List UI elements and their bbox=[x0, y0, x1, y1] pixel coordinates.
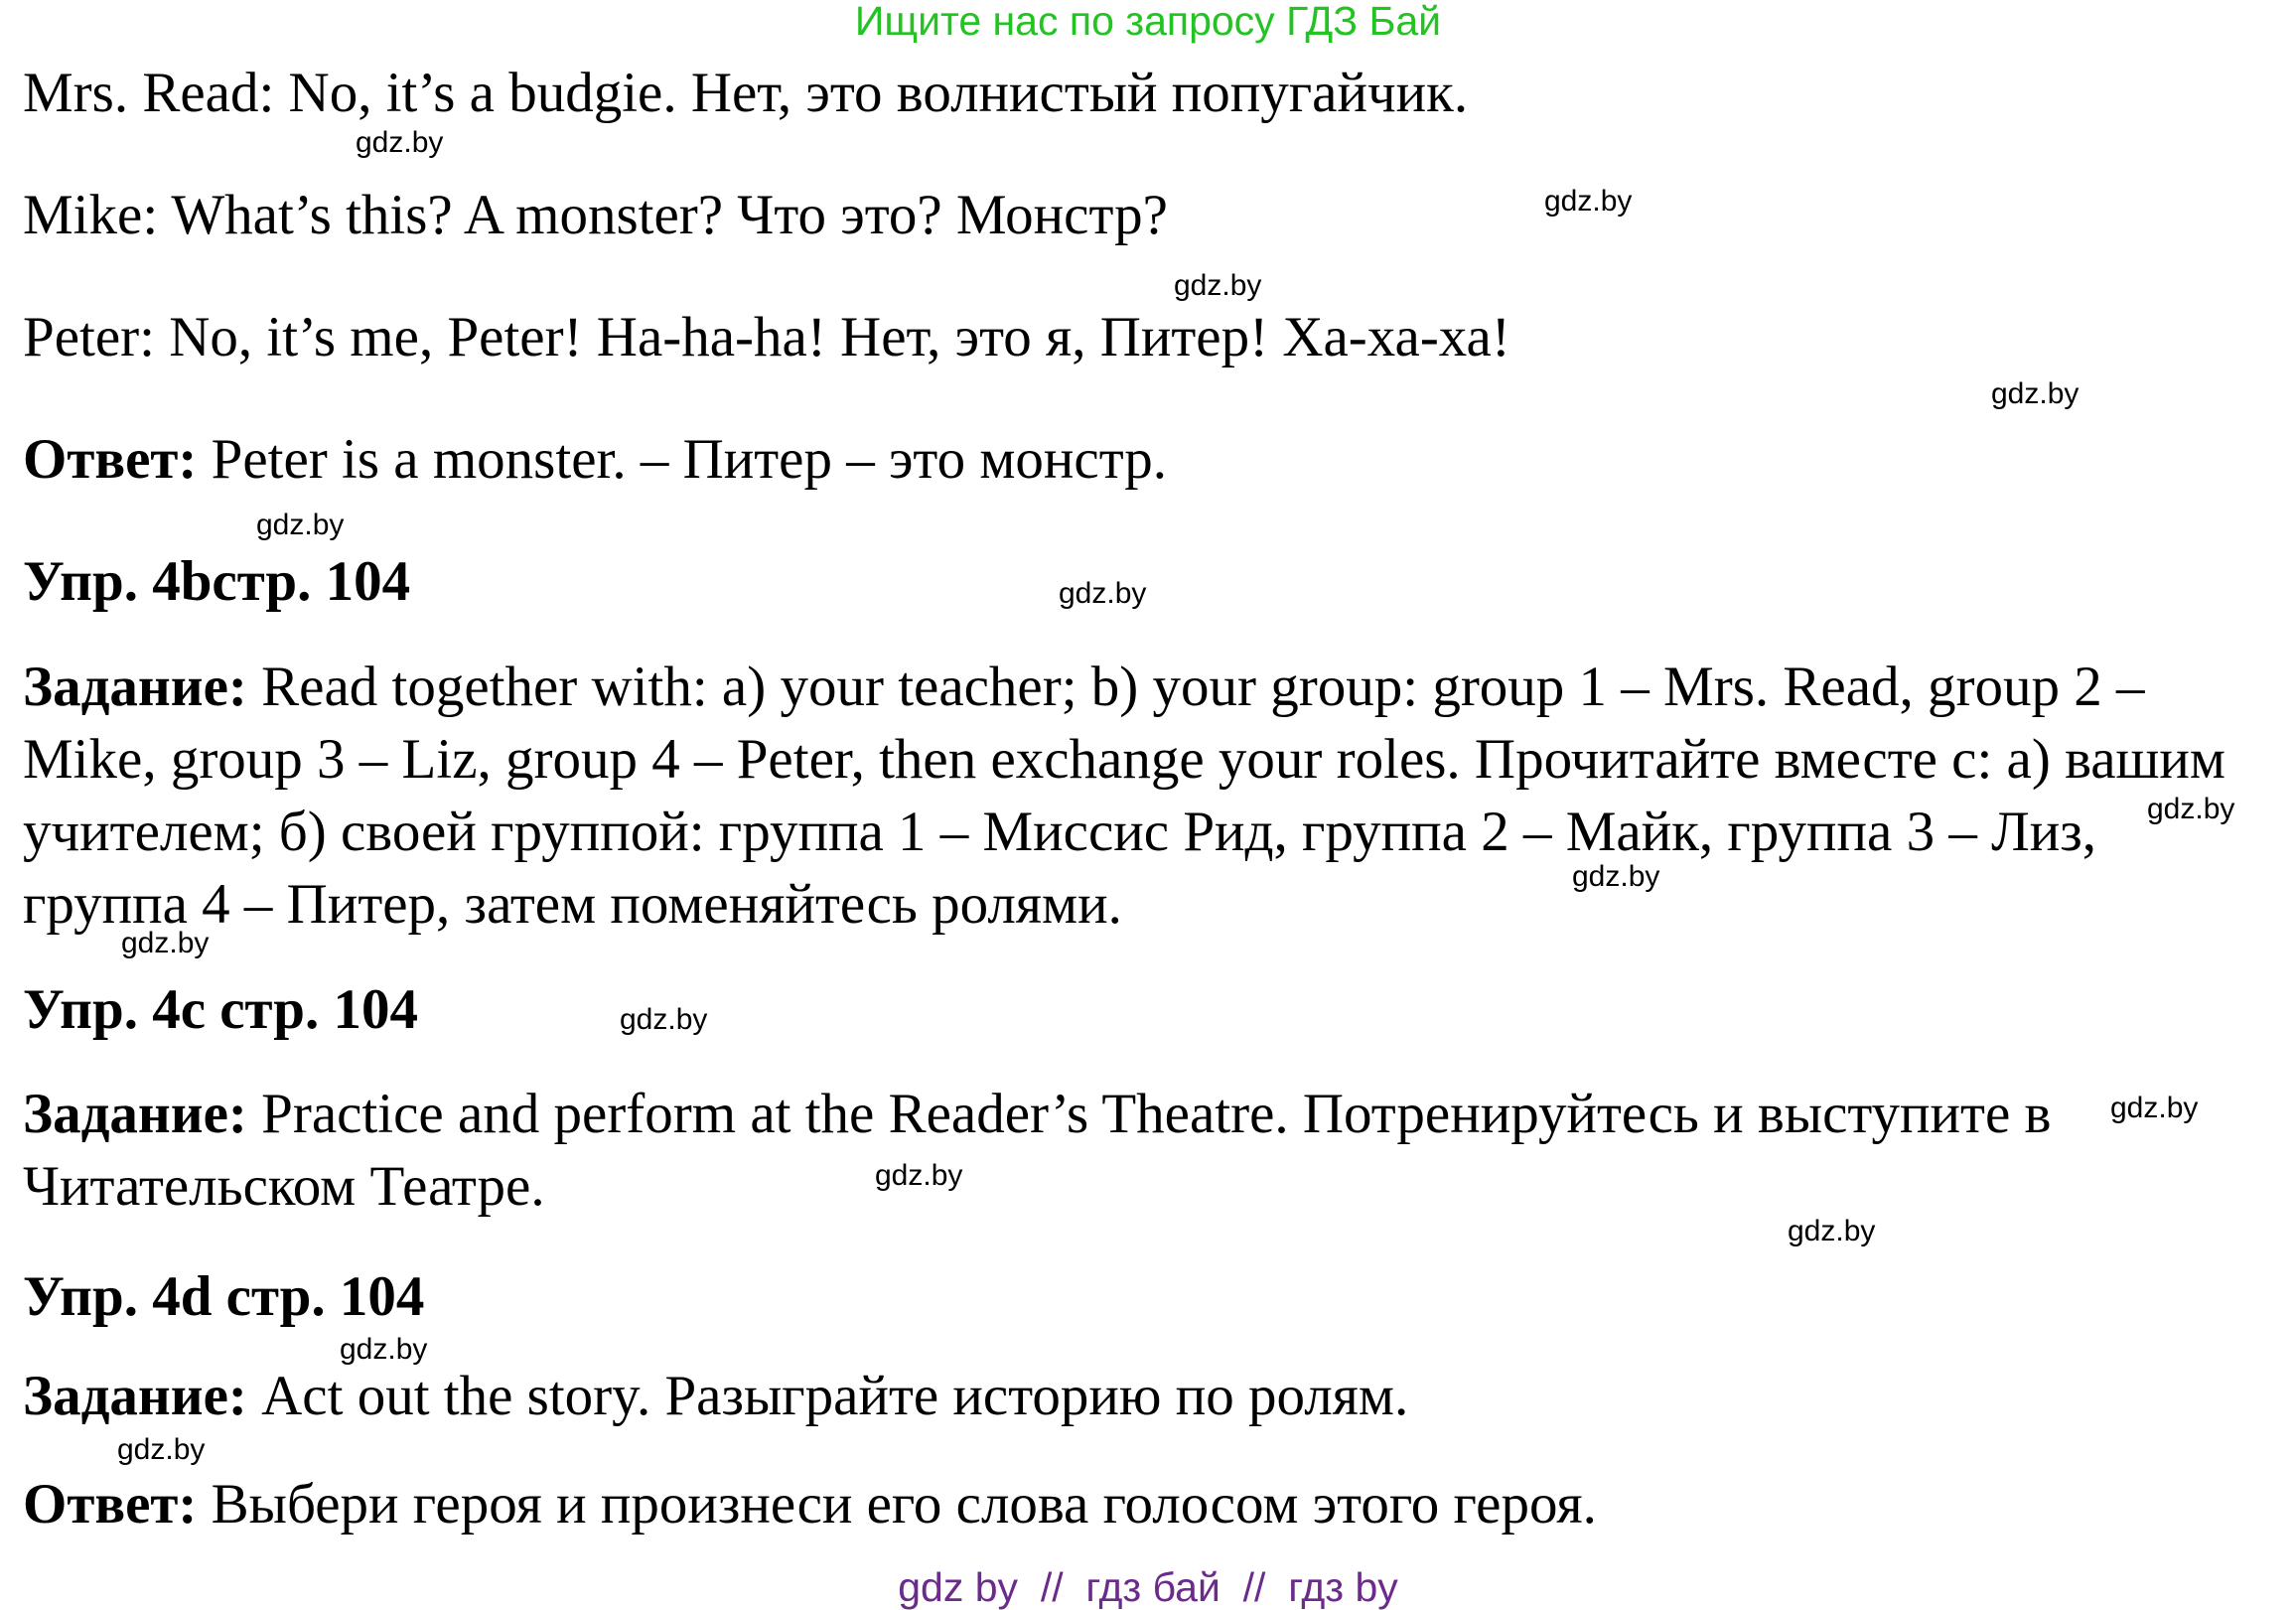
answer-label: Ответ: bbox=[23, 428, 198, 491]
exercise-4c-task-line-1 bbox=[23, 1079, 2051, 1150]
watermark: gdz.by bbox=[1788, 1215, 1876, 1247]
exercise-4b-task-line-1 bbox=[23, 652, 2145, 723]
answer-line bbox=[23, 424, 1167, 496]
dialogue-line-mike: Mike: What’s this? A monster? Что это? Монстр? bbox=[23, 184, 1168, 246]
dialogue-line-mrs-read: Mrs. Read: No, it’s a budgie. Нет, это волнистый попугайчик. bbox=[23, 62, 1469, 124]
watermark: gdz.by bbox=[2147, 793, 2235, 825]
exercise-4d-answer-line bbox=[23, 1469, 1597, 1540]
watermark: gdz.by bbox=[356, 126, 444, 159]
task-label: Задание: bbox=[23, 1083, 247, 1145]
watermark: gdz.by bbox=[875, 1159, 963, 1192]
watermark: gdz.by bbox=[256, 509, 345, 541]
dialogue-line-peter: Peter: No, it’s me, Peter! Ha-ha-ha! Нет, это я, Питер! Ха-ха-ха! bbox=[23, 306, 1510, 368]
watermark: gdz.by bbox=[121, 927, 210, 959]
task-label: Задание: bbox=[23, 656, 247, 718]
answer-text: Выбери героя и произнеси его слова голосом этого героя. bbox=[197, 1473, 1597, 1536]
watermark: gdz.by bbox=[1572, 860, 1660, 893]
exercise-4b-task-line-3: учителем; б) своей группой: группа 1 – Миссис Рид, группа 2 – Майк, группа 3 – Лиз, bbox=[23, 801, 2097, 863]
answer-text: Peter is a monster. – Питер – это монстр. bbox=[197, 428, 1168, 491]
task-text: Read together with: a) your teacher; b) your group: group 1 – Mrs. Read, group 2 – bbox=[246, 656, 2145, 718]
exercise-4d-heading: Упр. 4d стр. 104 bbox=[23, 1265, 425, 1328]
watermark: gdz.by bbox=[1059, 577, 1147, 610]
watermark: gdz.by bbox=[1174, 269, 1262, 302]
task-label: Задание: bbox=[23, 1365, 247, 1427]
exercise-4b-heading: Упр. 4bстр. 104 bbox=[23, 550, 411, 613]
top-banner: Ищите нас по запросу ГДЗ Бай bbox=[854, 0, 1442, 44]
exercise-4c-heading: Упр. 4c стр. 104 bbox=[23, 978, 418, 1041]
exercise-4b-task-line-4: группа 4 – Питер, затем поменяйтесь ролями. bbox=[23, 873, 1122, 936]
task-text: Act out the story. Разыграйте историю по ролям. bbox=[246, 1365, 1409, 1427]
watermark: gdz.by bbox=[2110, 1092, 2199, 1124]
watermark: gdz.by bbox=[117, 1433, 206, 1466]
exercise-4b-task-line-2: Mike, group 3 – Liz, group 4 – Peter, then exchange your roles. Прочитайте вместе с: а) вашим bbox=[23, 728, 2225, 791]
answer-label: Ответ: bbox=[23, 1473, 198, 1536]
task-text: Practice and perform at the Reader’s Theatre. Потренируйтесь и выступите в bbox=[246, 1083, 2052, 1145]
exercise-4c-task-line-2: Читательском Театре. bbox=[23, 1155, 545, 1218]
exercise-4d-task-line bbox=[23, 1361, 1408, 1432]
watermark: gdz.by bbox=[620, 1003, 708, 1036]
watermark: gdz.by bbox=[1544, 185, 1633, 218]
watermark: gdz.by bbox=[1991, 377, 2080, 410]
watermark: gdz.by bbox=[340, 1333, 428, 1366]
bottom-banner: gdz by // гдз бай // гдз by bbox=[898, 1564, 1398, 1610]
